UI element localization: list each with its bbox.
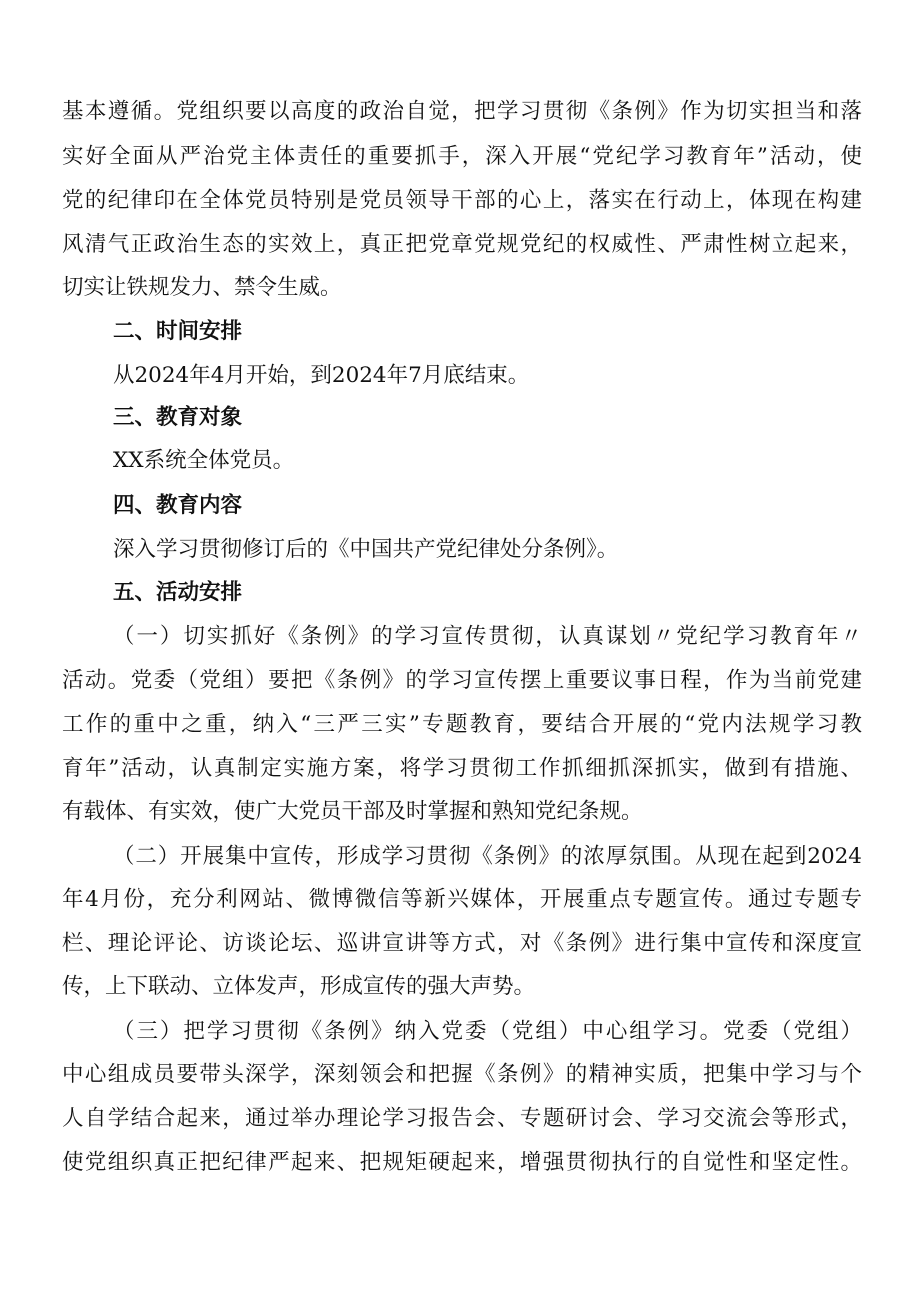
activity-2-line-1: （二）开展集中宣传，形成学习贯彻《条例》的浓厚氛围。从现在起到2024 <box>113 844 862 869</box>
activity-3-line-2: 中心组成员要带头深学，深刻领会和把握《条例》的精神实质，把集中学习与个 <box>62 1062 862 1087</box>
activity-3-line-3: 人自学结合起来，通过举办理论学习报告会、专题研讨会、学习交流会等形式， <box>62 1106 862 1131</box>
intro-line-1: 基本遵循。党组织要以高度的政治自觉，把学习贯彻《条例》作为切实担当和落 <box>62 99 862 124</box>
activity-3-line-1: （三）把学习贯彻《条例》纳入党委（党组）中心组学习。党委（党组） <box>113 1019 862 1044</box>
section-heading-content: 四、教育内容 <box>113 493 243 518</box>
section-heading-time: 二、时间安排 <box>113 319 243 344</box>
activity-2-line-3: 栏、理论评论、访谈论坛、巡讲宣讲等方式，对《条例》进行集中宣传和深度宣 <box>62 931 862 956</box>
section-heading-activities: 五、活动安排 <box>113 580 243 605</box>
section-text-audience: XX系统全体党员。 <box>113 448 295 473</box>
intro-line-3: 党的纪律印在全体党员特别是党员领导干部的心上，落实在行动上，体现在构建 <box>62 188 862 213</box>
intro-line-5: 切实让铁规发力、禁令生威。 <box>62 275 342 300</box>
section-text-time: 从2024年4月开始，到2024年7月底结束。 <box>113 363 530 388</box>
section-text-content: 深入学习贯彻修订后的《中国共产党纪律处分条例》。 <box>113 537 619 562</box>
activity-3-line-4: 使党组织真正把纪律严起来、把规矩硬起来，增强贯彻执行的自觉性和坚定性。 <box>62 1150 862 1175</box>
activity-1-line-2: 活动。党委（党组）要把《条例》的学习宣传摆上重要议事日程，作为当前党建 <box>62 668 862 693</box>
activity-2-line-2: 年4月份，充分利网站、微博微信等新兴媒体，开展重点专题宣传。通过专题专 <box>62 887 862 912</box>
intro-line-2: 实好全面从严治党主体责任的重要抓手，深入开展“党纪学习教育年”活动，使 <box>62 144 862 169</box>
activity-1-line-5: 有载体、有实效，使广大党员干部及时掌握和熟知党纪条规。 <box>62 799 643 824</box>
activity-1-line-4: 育年”活动，认真制定实施方案，将学习贯彻工作抓细抓深抓实，做到有措施、 <box>62 756 862 781</box>
section-heading-audience: 三、教育对象 <box>113 405 243 430</box>
activity-1-line-3: 工作的重中之重，纳入“三严三实”专题教育，要结合开展的“党内法规学习教 <box>62 712 862 737</box>
activity-1-line-1: （一）切实抓好《条例》的学习宣传贯彻，认真谋划〃党纪学习教育年〃 <box>113 624 862 649</box>
intro-line-4: 风清气正政治生态的实效上，真正把党章党规党纪的权威性、严肃性树立起来， <box>62 232 862 257</box>
activity-2-line-4: 传，上下联动、立体发声，形成宣传的强大声势。 <box>62 974 536 999</box>
